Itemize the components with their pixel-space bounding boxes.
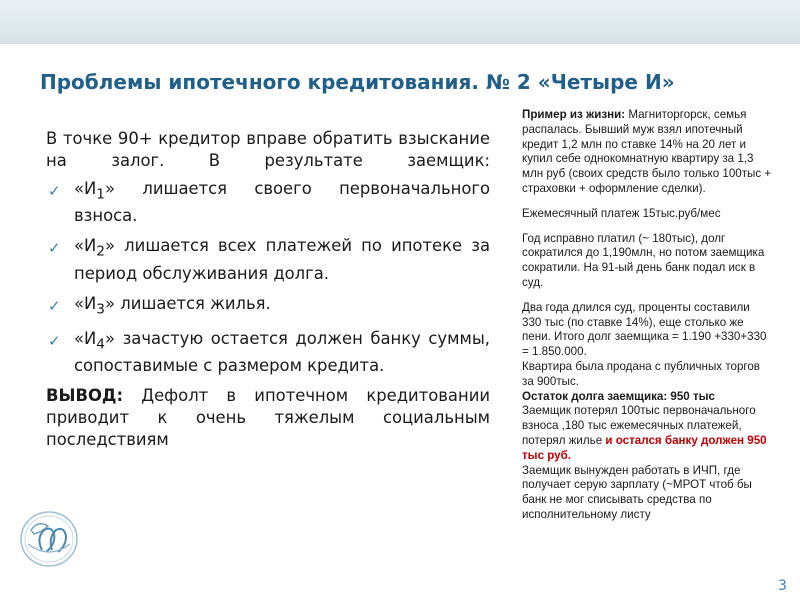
losses-paragraph: Заемщик потерял 100тыс первоначального взноса ,180 тыс ежемесячных платежей, потерял жилье и остался банку должен 950 тыс руб. bbox=[522, 404, 767, 462]
checkmark-icon: ✓ bbox=[48, 239, 61, 258]
top-decorative-band bbox=[0, 0, 800, 44]
loss-list bbox=[46, 178, 490, 377]
conclusion-text: Дефолт в ипотечном кредитовании приводит к очень тяжелым социальным последствиям bbox=[46, 386, 490, 450]
monthly-payment: Ежемесячный платеж 15тыс.руб/мес bbox=[522, 206, 721, 220]
list-item: ✓ «$И_1$» лишается своего первоначального взноса. bbox=[48, 179, 490, 226]
page-number: 3 bbox=[778, 578, 787, 594]
checkmark-icon: ✓ bbox=[48, 296, 61, 315]
list-item: ✓ «$И_4$» зачастую остается должен банку суммы, сопоставимые с размером кредита. bbox=[48, 328, 490, 376]
conclusion-label: ВЫВОД: bbox=[46, 386, 124, 406]
example-paragraph: Пример из жизни: Магниторгорск, семья распалась. Бывший муж взял ипотечный кредит 1,2 млн по ставке 14% на 20 лет и купил себе однокомнатную квартиру за 1,3 млн руб (своих средств было только 100тыс + страховки + оформление сделки). bbox=[522, 108, 772, 195]
employment-paragraph: Заемщик вынужден работать в ИЧП, где получает серую зарплату (~МРОТ чтоб бы банк не мог списывать средства по исполнительному листу bbox=[522, 463, 752, 521]
court-paragraph: Два года длился суд, проценты составили 330 тыс (по ставке 14%), еще столько же пени. Итого долг заемщика = 1.190 +330+330 = 1.850.000. bbox=[522, 300, 767, 359]
slide-title: Проблемы ипотечного кредитования. № 2 «Четыре И» bbox=[40, 70, 675, 94]
bank-logo bbox=[18, 508, 80, 570]
main-content bbox=[46, 128, 490, 451]
checkmark-icon: ✓ bbox=[48, 182, 61, 200]
conclusion bbox=[46, 385, 490, 451]
list-item: ✓ «$И_2$» лишается всех платежей по ипотеке за период обслуживания долга. bbox=[48, 236, 490, 283]
remaining-debt: Остаток долга заемщика: 950 тыс bbox=[522, 389, 716, 403]
example-sidebar bbox=[522, 108, 772, 523]
checkmark-icon: ✓ bbox=[48, 331, 61, 350]
auction-sale: Квартира была продана с публичных торгов за 900тыс. bbox=[522, 359, 760, 388]
list-item: ✓ «$И_3$» лишается жилья. bbox=[48, 293, 271, 317]
intro-paragraph: В точке 90+ кредитор вправе обратить взыскание на залог. В результате заемщик: bbox=[46, 129, 490, 170]
payment-history: Год исправно платил (~ 180тыс), долг сократился до 1,190млн, но потом заемщика сократили. На 91-ый день банк подал иск в суд. bbox=[522, 231, 765, 289]
